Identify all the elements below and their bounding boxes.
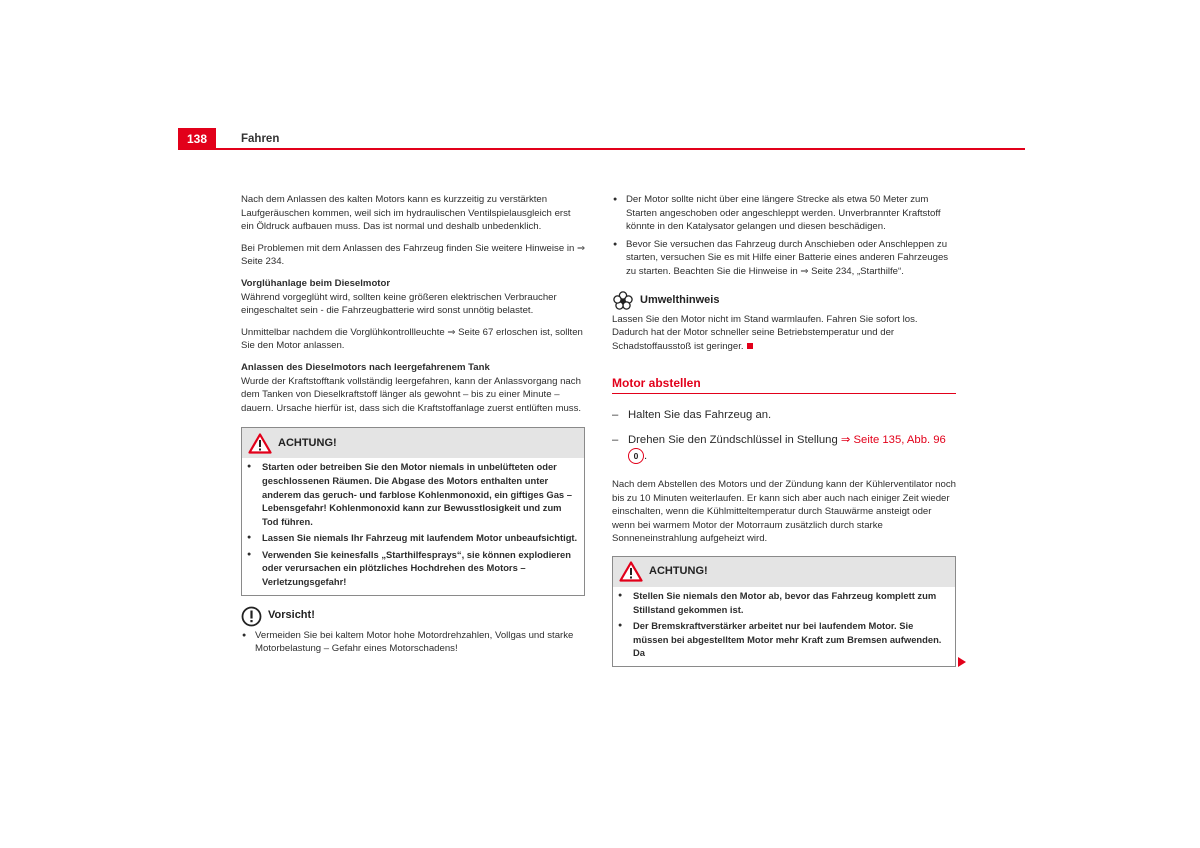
arrow-ref-icon: ⇒ xyxy=(447,326,456,338)
warning-header xyxy=(613,557,955,587)
paragraph: Wurde der Kraftstofftank vollständig leergefahren, kann der Anlassvorgang nach dem Tanken von Dieselkraftstoff länger als gewohnt – bis zu einer Minute – dauern. Ursache hierfür ist, dass sich die Kraftstoffanlage zuerst entlüften muss. xyxy=(241,375,582,414)
warning-triangle-icon xyxy=(619,561,643,582)
warning-item: ● Starten oder betreiben Sie den Motor niemals in unbelüfteten oder geschlossenen Räumen. Die Abgase des Motors enthalten unter anderem das geruch- und farblose Kohlenmonoxid, ein giftiges Gas – Lebensgefahr! Kohlenmonoxid kann zur Bewusstlosigkeit und zum Tod führen. xyxy=(246,460,580,528)
paragraph xyxy=(241,242,585,269)
text: Bei Problemen mit dem Anlassen des Fahrzeug finden Sie weitere Hinweise in xyxy=(241,242,577,254)
paragraph xyxy=(241,326,585,353)
warning-item: ● Der Bremskraftverstärker arbeitet nur bei laufendem Motor. Sie müssen bei abgestelltem Motor mehr Kraft zum Bremsen aufwenden. Da xyxy=(617,619,951,660)
list-item: ● Der Motor sollte nicht über eine längere Strecke als etwa 50 Meter zum Starten angeschoben oder angeschleppt werden. Unverbrannter Kraftstoff könnte in den Katalysator gelangen und diesen beschädigen. xyxy=(612,193,956,234)
left-column xyxy=(241,193,585,660)
figure-link[interactable]: ⇒ Seite 135, Abb. 96 xyxy=(840,433,946,446)
warning-triangle-icon xyxy=(248,433,272,454)
section-rule xyxy=(612,393,956,394)
caution-item: ● Vermeiden Sie bei kaltem Motor hohe Motordrehzahlen, Vollgas und starke Motorbelastung – Gefahr eines Motorschadens! xyxy=(241,629,585,656)
page-number: 138 xyxy=(178,128,216,150)
step-item xyxy=(612,433,956,464)
dash: – xyxy=(612,408,619,421)
right-column xyxy=(612,193,956,677)
caution-header xyxy=(241,606,585,627)
paragraph: Nach dem Abstellen des Motors und der Zündung kann der Kühlerventilator noch bis zu 10 Minuten weiterlaufen. Er kann sich aber auch nach einiger Zeit wieder einschalten, wenn die Kühlmitteltemperatur durch Stauwärme ansteigt oder wenn bei warmem Motor der Motorraum zusätzlich durch starke Sonneneinstrahlung aufgeheizt wird. xyxy=(612,478,956,545)
continue-arrow-icon xyxy=(958,657,966,667)
paragraph: Während vorgeglüht wird, sollten keine größeren elektrischen Verbraucher eingeschaltet sein - die Fahrzeugbatterie wird sonst unnötig belastet. xyxy=(241,291,557,317)
section-title: Fahren xyxy=(241,133,280,145)
environment-header xyxy=(612,291,956,311)
flower-icon xyxy=(612,291,634,311)
warning-body xyxy=(613,587,955,666)
step-text: Drehen Sie den Zündschlüssel in Stellung xyxy=(628,433,841,446)
warning-box xyxy=(612,556,956,667)
subheading: Anlassen des Dieselmotors nach leergefahrenem Tank xyxy=(241,361,490,373)
list-item: ● Bevor Sie versuchen das Fahrzeug durch Anschieben oder Anschleppen zu starten, versuchen Sie es mit Hilfe einer Batterie eines anderen Fahrzeuges zu starten. Beachten Sie die Hinweise in ⇒ Seite 234, „Starthilfe“. xyxy=(612,238,956,279)
page-link[interactable]: Seite 67 erloschen ist, sollten Sie den Motor anlassen. xyxy=(241,326,583,352)
page-link[interactable]: Seite 234. xyxy=(241,256,285,268)
header-rule xyxy=(178,148,1025,150)
step-text: Halten Sie das Fahrzeug an. xyxy=(628,408,772,421)
warning-item: ● Verwenden Sie keinesfalls „Starthilfesprays“, sie können explodieren oder verursachen ein plötzliches Hochdrehen des Motors – Verletzungsgefahr! xyxy=(246,548,580,589)
caution-icon xyxy=(241,606,262,627)
caution-title: Vorsicht! xyxy=(268,609,315,622)
text: Lassen Sie den Motor nicht im Stand warmlaufen. Fahren Sie sofort los. Dadurch hat der Motor schneller seine Betriebstemperatur und der Schadstoffausstoß ist geringer. xyxy=(612,313,918,352)
warning-title: ACHTUNG! xyxy=(278,436,337,449)
step-text: . xyxy=(644,449,648,462)
paragraph: Nach dem Anlassen des kalten Motors kann es kurzzeitig zu verstärkten Laufgeräuschen kommen, weil sich im hydraulischen Ventilspielausgleich erst ein Öldruck aufbauen muss. Das ist normal und deshalb unbedenklich. xyxy=(241,194,571,233)
section-heading: Motor abstellen xyxy=(612,376,701,391)
subheading: Vorglühanlage beim Dieselmotor xyxy=(241,277,391,289)
step-item xyxy=(612,408,956,423)
environment-title: Umwelthinweis xyxy=(640,293,720,306)
warning-item: ● Lassen Sie niemals Ihr Fahrzeug mit laufendem Motor unbeaufsichtigt. xyxy=(246,531,580,545)
warning-box xyxy=(241,427,585,595)
end-mark-icon xyxy=(747,343,753,349)
ignition-position-badge: 0 xyxy=(628,448,644,464)
text: Unmittelbar nachdem die Vorglühkontrollleuchte xyxy=(241,326,448,338)
dash: – xyxy=(612,433,619,446)
warning-header xyxy=(242,428,584,458)
warning-title: ACHTUNG! xyxy=(649,565,708,578)
environment-text xyxy=(612,313,956,354)
arrow-ref-icon: ⇒ xyxy=(576,242,586,254)
warning-item: ● Stellen Sie niemals den Motor ab, bevor das Fahrzeug komplett zum Stillstand gekommen ist. xyxy=(617,589,951,616)
warning-body xyxy=(242,458,584,594)
